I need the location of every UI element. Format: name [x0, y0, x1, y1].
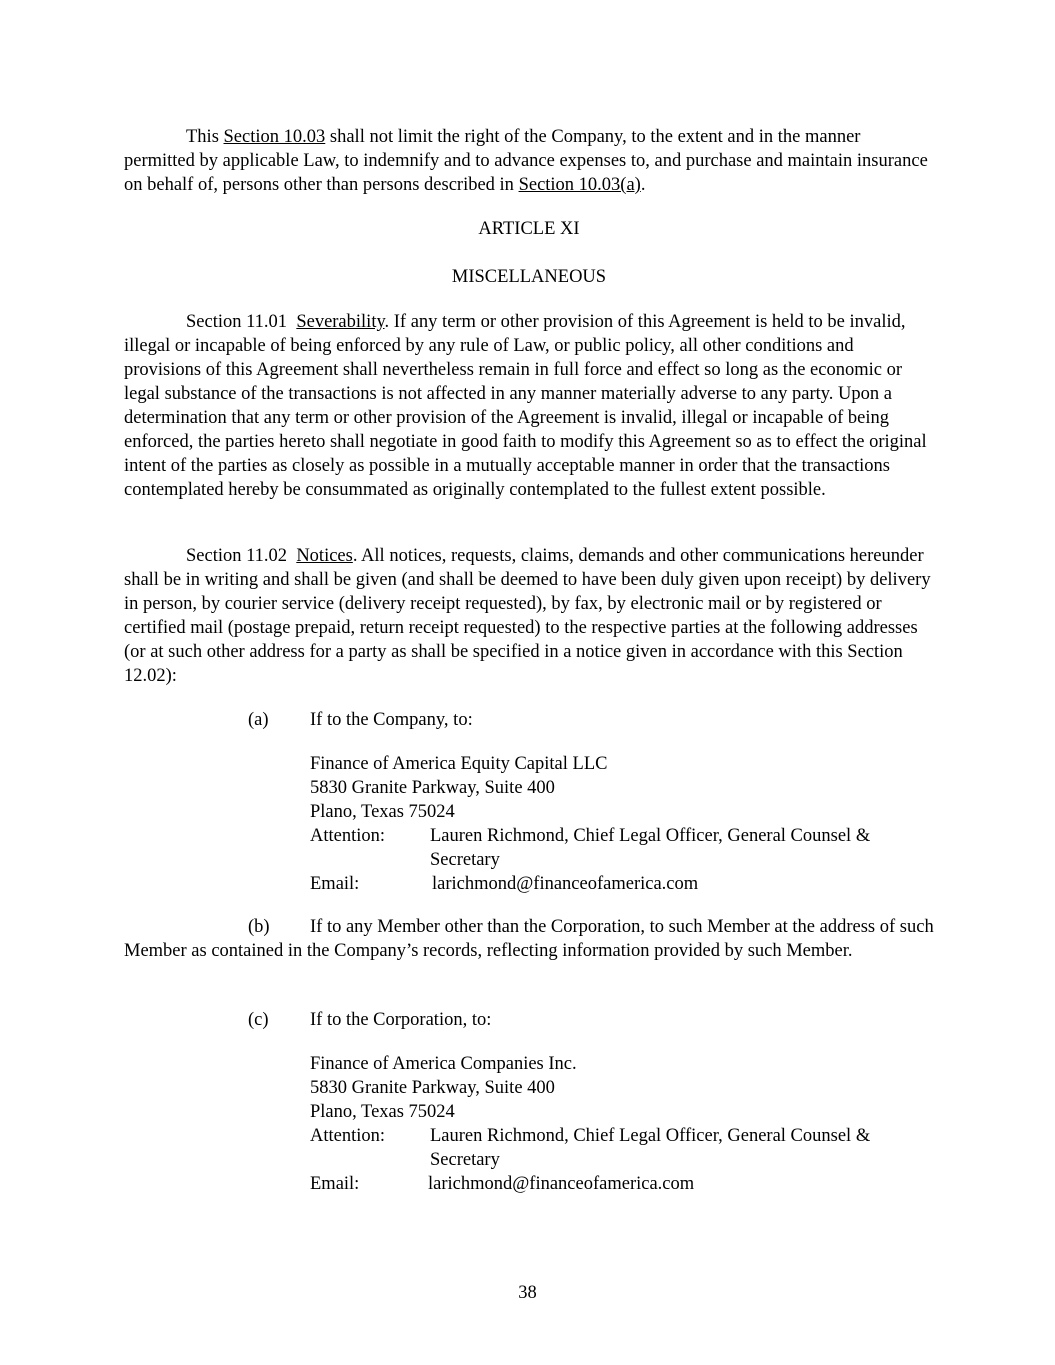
item-label: (c) [248, 1010, 269, 1030]
item-text: If to the Corporation, to: [310, 1010, 492, 1030]
page-number: 38 [518, 1283, 537, 1303]
para-lead-text: This [186, 127, 224, 147]
section-heading: Notices [296, 546, 353, 566]
item-text: If to any Member other than the Corporation, to such Member at the address of such Member as contained in the Company’s records, reflecting information provided by such Member. [124, 917, 934, 961]
attention-row [310, 824, 950, 872]
notice-item-b [124, 915, 934, 963]
section-body: . All notices, requests, claims, demands and other communications hereunder shall be in writing and shall be given (and shall be deemed to have been duly given upon receipt) by delivery in person, by courier service (delivery receipt requested), by fax, by electronic mail or by registered or certified mail (postage prepaid, return receipt requested) to the respective parties at the following addresses (or at such other address for a party as shall be specified in a notice given in accordance with this Section 12.02): [124, 546, 931, 686]
section-10-03a-reference: Section 10.03(a) [518, 175, 641, 195]
company-address-block [310, 752, 950, 896]
section-number: Section 11.02 [186, 546, 288, 566]
notice-item-c [248, 1008, 491, 1032]
attention-row [310, 1124, 950, 1172]
attention-value: Lauren Richmond, Chief Legal Officer, General Counsel & Secretary [430, 1126, 871, 1170]
para-tail-text: . [640, 175, 646, 195]
email-label: Email: [310, 874, 360, 894]
notice-item-a [248, 708, 473, 732]
section-body: . If any term or other provision of this Agreement is held to be invalid, illegal or incapable of being enforced by any rule of Law, or public policy, all other conditions and provisions of this Agreement shall nevertheless remain in full force and effect so long as the economic or legal substance of the transactions is not affected in any manner materially adverse to any party. Upon a determination that any term or other provision of the Agreement is invalid, illegal or incapable of being enforced, the parties hereto shall negotiate in good faith to modify this Agreement so as to effect the original intent of the parties as closely as possible in a mutually acceptable manner in order that the transactions contemplated hereby be consummated as originally contemplated to the fullest extent possible. [124, 312, 927, 500]
email-label: Email: [310, 1174, 360, 1194]
addressee-name: Finance of America Companies Inc. [310, 1054, 577, 1074]
para-body-text: shall not limit the right of the Company, to the extent and in the manner permitted by applicable Law, to indemnify and to advance expenses to, and purchase and maintain insurance on behalf of, persons other than persons described in [124, 127, 928, 195]
email-address: larichmond@financeofamerica.com [432, 874, 699, 894]
address-street: 5830 Granite Parkway, Suite 400 [310, 1078, 555, 1098]
item-text: If to the Company, to: [310, 710, 473, 730]
section-heading: Severability [296, 312, 385, 332]
email-address: larichmond@financeofamerica.com [428, 1174, 695, 1194]
address-city: Plano, Texas 75024 [310, 1102, 455, 1122]
attention-label: Attention: [310, 826, 386, 846]
section-11-02-paragraph [124, 544, 934, 688]
addressee-name: Finance of America Equity Capital LLC [310, 754, 608, 774]
paragraph-section-10-03 [124, 125, 934, 197]
address-city: Plano, Texas 75024 [310, 802, 455, 822]
address-street: 5830 Granite Parkway, Suite 400 [310, 778, 555, 798]
item-label: (b) [248, 917, 270, 937]
email-row [310, 1172, 950, 1196]
article-title: MISCELLANEOUS [451, 267, 607, 287]
email-row [310, 872, 950, 896]
corporation-address-block [310, 1052, 950, 1196]
item-label: (a) [248, 710, 269, 730]
section-number: Section 11.01 [186, 312, 288, 332]
section-10-03-reference: Section 10.03 [223, 127, 326, 147]
article-number: ARTICLE XI [478, 219, 580, 239]
attention-value: Lauren Richmond, Chief Legal Officer, General Counsel & Secretary [430, 826, 871, 870]
attention-label: Attention: [310, 1126, 386, 1146]
section-11-01-paragraph [124, 310, 934, 502]
